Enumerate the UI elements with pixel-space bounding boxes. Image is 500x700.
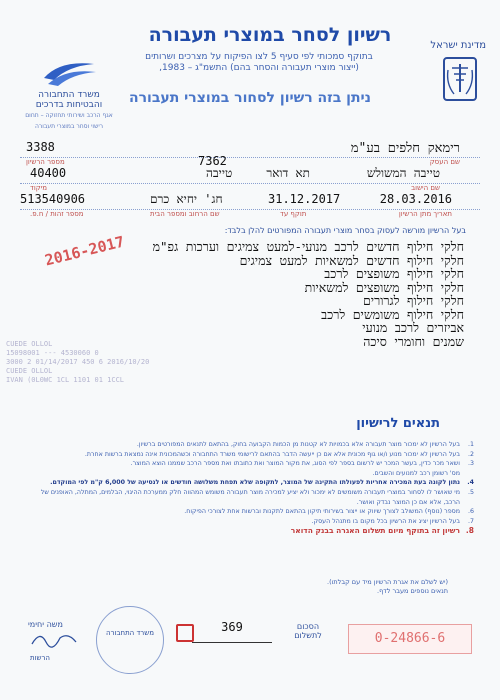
zip-code: 40400	[30, 166, 67, 180]
ministry-name-line: משרד התחבורה	[38, 90, 100, 100]
issued-line: ניתן בזה רשיון לסחור במוצרי תעבורה	[128, 90, 372, 106]
condition-text: נתון לקונה בעת המכירה אחריות לפעולתו התקינה של המוצר, לתקופה שלא תפחת משלושה חודשים או לנסיעה של 6,000 ק"מ לפי המוקדם.	[50, 479, 460, 487]
ministry-division: אגף הרכב ושירותי תחזוקה – תחום רישוי וסחר במוצרי תעבורה	[25, 112, 113, 130]
condition-number: 8.	[465, 526, 474, 536]
faint-line: 15098001 --- 4530060 0	[6, 349, 99, 357]
conditions-footer-line: תנאים נוספים מעבר לדף.	[377, 587, 448, 595]
authority-label: הרשות	[30, 654, 50, 662]
list-item: אביזרים לרכב מנועי	[362, 320, 464, 335]
list-item: שמנים וחומרי סיכה	[363, 333, 464, 349]
condition-number: 4.	[467, 479, 474, 487]
state-label: מדינת ישראל	[430, 40, 486, 51]
condition-number: 1.	[467, 441, 474, 448]
ministry-seal	[96, 606, 164, 674]
license-number: 3388	[26, 140, 55, 154]
conditions-footer	[327, 578, 448, 596]
city: טייבה	[206, 166, 233, 180]
business-name-label: שם העסק	[429, 158, 460, 166]
business-name: רימאק חלפים בע"מ	[350, 141, 460, 156]
condition-number: 2.	[467, 450, 474, 458]
legal-basis	[114, 52, 404, 74]
signer-name: משה יחימי	[28, 620, 63, 629]
expiry-date-label: תוקף עד	[280, 210, 307, 218]
condition-item	[34, 440, 474, 450]
expiry-date: 31.12.2017	[268, 192, 341, 206]
company-id: 513540906	[20, 192, 86, 206]
list-item: חלקי חילוף חדשים למשאיות למעט צמיגים	[239, 252, 464, 268]
conditions-footer-line: (יש לשלם את אגרת הרשיון מיד עם קבלתו).	[327, 578, 448, 586]
issue-date: 28.03.2016	[379, 192, 452, 206]
list-item: חלקי חילוף משומשים לרכב	[321, 306, 464, 322]
items-intro: בעל הרשיון מורשה לעסוק בסחר מוצרי תעבורה המפורטים להלן בלבד:	[224, 226, 466, 235]
settlement-label: שם הישוב	[411, 184, 440, 192]
po-box-number: 7362	[198, 154, 227, 168]
condition-text: רשיון זה בתוקף מיום תשלום האגרה בבנק הדואר	[290, 526, 460, 536]
condition-text: בעל הרשיון לא ימכור מוצר תעבורה אלא בכמויות לא קטנות מן הכמות הקבועה בחוק, בהתאם לתנאים המפורטים ברשיון.	[136, 441, 460, 448]
amount-label-line: הסכום	[296, 622, 320, 631]
street-address: חג' יחיא כרם	[150, 192, 223, 206]
faint-line: IVAN (0L0WC 1CL 1101 01 1CCL	[6, 376, 125, 384]
state-emblem-icon	[442, 56, 478, 102]
condition-item	[34, 459, 474, 469]
condition-text: בעל הרשיון יציג את הרשיון בכל מקום בו מתנהל העסק.	[311, 517, 460, 525]
condition-number: 6.	[467, 508, 474, 516]
condition-item	[34, 517, 474, 527]
faint-line: CUEDE OLLOL	[6, 340, 53, 348]
ministry-name-line: והבטיחות בדרכים	[35, 100, 103, 110]
year-stamp: 2016-2017	[43, 232, 127, 270]
po-box-label: תא דואר	[266, 166, 310, 180]
condition-text: ושאר מכר כדין, בעשר המכר יש לרשום בספר לפי הסוג, את מקור המוצר ואת כתובתו ואת מספר הרכב שממנו הוצא המוצר.	[130, 460, 460, 468]
license-number-label: מספר הרשיון	[26, 158, 65, 166]
signature-icon	[30, 628, 80, 650]
condition-number	[464, 469, 474, 479]
condition-item	[34, 488, 474, 507]
company-id-label: מספר זהות / ח.פ.	[30, 210, 84, 218]
condition-text: מספר (נוסף) המשולב לצורך שיווק או ייצור בשירותי תיקון בהתאם לתקנות וברשות אחת לצורכי הפיקוח.	[184, 508, 460, 516]
condition-text: מס' רשומן רכב למנועים והשבים.	[372, 469, 460, 477]
condition-text: מי שאושר לו לסחור במוצרי תעבורה משומשים לא ימכור ולא יציע למכירה מוצר תעבורה משומש המהווה חלק ממערכת ההיגוי, הבלמים, המתלה, האופנים של הרכב, אלא אם כן המוצר נבדק ואושר.	[40, 488, 460, 506]
amount-label	[258, 622, 358, 640]
faint-line: CUEDE OLLOL	[6, 367, 53, 375]
amount-label-line: לתשלום	[294, 631, 322, 640]
list-item: חלקי חילוף לגרורים	[363, 293, 464, 308]
condition-number: 3.	[467, 460, 474, 468]
ministry-name	[24, 90, 114, 132]
condition-item	[34, 469, 474, 479]
amount-due: 369	[192, 620, 272, 643]
license-title: רשיון לסחר במוצרי תעבורה	[148, 24, 392, 46]
faint-line: 3000 2 01/14/2017 450 6 2016/10/20	[6, 358, 150, 366]
issue-date-label: תאריך מתן הרשיון	[398, 210, 452, 218]
authorized-items-list	[134, 240, 464, 348]
condition-number: 5.	[467, 488, 474, 496]
zip-code-label: מיקוד	[30, 184, 48, 192]
faint-print	[6, 340, 186, 385]
condition-text: בעל הרשיון לא ימכור מנוע ו/או גוף מכונית אלא אם כן ייעשה הדבר בהתאם לרישומי משרד התחבורה וכשהמכונית אינה נמצאת ברשות אחרת.	[84, 450, 460, 458]
street-address-label: שם הרחוב ומספר הבית	[150, 210, 220, 218]
conditions-title: תנאים לרישיון	[356, 416, 440, 431]
field-rule	[20, 157, 480, 158]
condition-item	[34, 450, 474, 460]
list-item: חלקי חילוף משופצים למשאיות	[304, 279, 464, 295]
condition-item	[34, 526, 474, 536]
condition-number: 7.	[467, 517, 474, 525]
legal-basis-line: בתוקף סמכותי לפי סעיף 5 לצו הפיקוח על מצרכים ושרותים	[145, 52, 373, 62]
list-item: חלקי חילוף משופצים לרכב	[324, 266, 464, 281]
list-item: חלקי חילוף חדשים לרכב מנועי-למעט צמיגים וערכות גפ"מ	[152, 239, 464, 254]
settlement: טייבה המשולש	[366, 166, 440, 180]
conditions-list	[34, 440, 474, 536]
seal-text: משרד התחבורה	[106, 629, 154, 637]
ministry-logo-icon	[40, 58, 98, 88]
payment-serial: 0-24866-6	[348, 624, 472, 654]
condition-item	[34, 478, 474, 488]
condition-item	[34, 507, 474, 517]
legal-basis-line: (ייצור מוצרי תעבורה והסחר בהם) התשמ"ג – 1983,	[159, 63, 359, 73]
